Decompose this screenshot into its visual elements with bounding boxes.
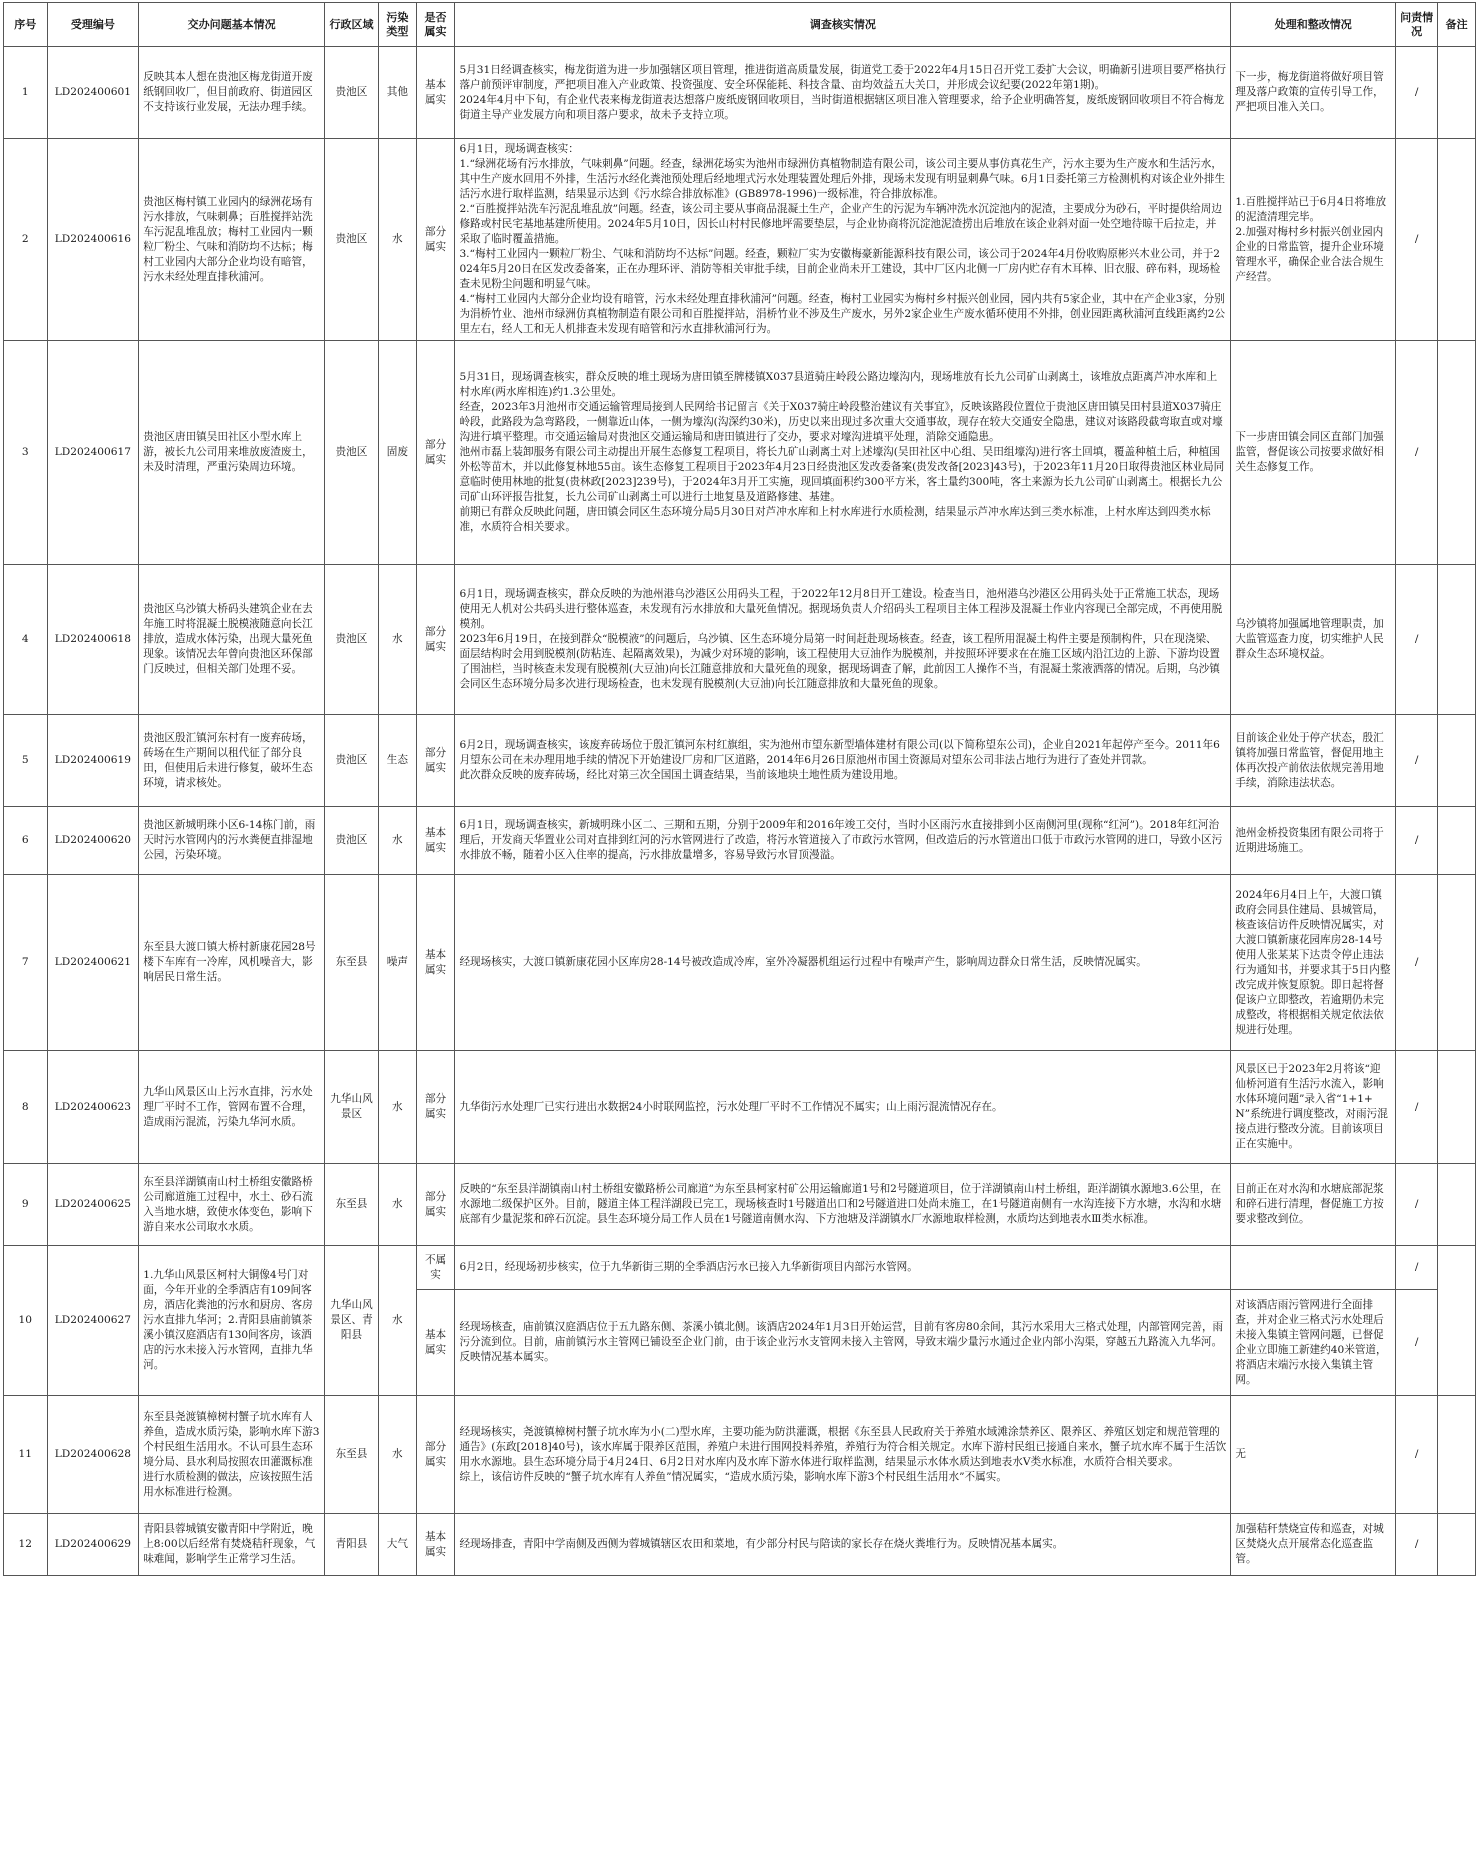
row-id: LD202400625 [47, 1164, 139, 1246]
row-id: LD202400618 [47, 565, 139, 715]
investigation-paragraph: 2023年6月19日，在接到群众“脱模液”的问题后，乌沙镇、区生态环境分局第一时间赶赴现场核查。经查，该工程所用混凝土构件主要是预制构件，只在现浇梁、面层结构时会用到脱模剂(防粘连、起隔离效果)，为减少对环境的影响，该工程使用大豆油作为脱模剂，并按照环评要求在在施工区域内沿江边的上游、下游均设置了围油栏，当时核查未发现有脱模剂(大豆油)向长江随意排放和大量死鱼的现象，据现场调查了解，此前因工人操作不当，有混凝土浆液洒落的情况。后期，乌沙镇会同区生态环境分局多次进行现场检查，也未发现有脱模剂(大豆油)向长江随意排放和大量死鱼的现象。 [459, 633, 1220, 690]
investigation-paragraph: 池州市磊上装卸服务有限公司主动提出开展生态修复工程项目，将长九矿山剥离土对上述壕沟(吴田社区中心组、吴田组壕沟)进行客土回填，覆盖种植土后，种植国外松等苗木，并以此修复林地55亩。该生态修复工程项目于2023年4月23日经贵池区发改委备案(贵发改备[2023]43号)，于2023年11月20日取得贵池区林业局同意临时使用林地的批复(贵林政[2023]239号)，于2024年3月开工实施，现回填面积约300平方米，客土量约300吨，客土来源为长九公司矿山剥离土。根据长九公司矿山环评报告批复，长九公司矿山剥离土可以进行土地复垦及道路修建、基建。 [459, 446, 1225, 503]
table-row [4, 1246, 1476, 1290]
row-accountability: / [1396, 341, 1438, 565]
row-verdict: 基本属实 [416, 1514, 455, 1576]
row-investigation [455, 1396, 1231, 1514]
header-handling: 处理和整改情况 [1231, 3, 1396, 47]
table-row [4, 1514, 1476, 1576]
investigation-paragraph: 5月31日，现场调查核实，群众反映的堆土现场为唐田镇至牌楼镇X037县道骑庄岭段公路边壕沟内，现场堆放有长九公司矿山剥离土，该堆放点距离芦冲水库和上村水库(两水库相连)约1.3公里处。 [459, 371, 1218, 398]
row-type: 其他 [379, 47, 417, 139]
row-type: 水 [379, 139, 417, 341]
row-no: 3 [4, 341, 48, 565]
row-id: LD202400623 [47, 1051, 139, 1164]
row-investigation [455, 47, 1231, 139]
row-note [1438, 341, 1476, 565]
row-type: 水 [379, 565, 417, 715]
row-note [1438, 1514, 1476, 1576]
investigation-paragraph: 6月1日，现场调查核实，新城明珠小区二、三期和五期，分别于2009年和2016年竣工交付，当时小区雨污水直接排到小区南侧河里(现称“红河”)。2018年红河治理后，开发商天华置业公司对直排到红河的污水管网进行了改造，将污水管道接入了市政污水管网，但改造后的污水管道出口低于市政污水管网的进口，导致小区污水排放不畅，随着小区入住率的提高，污水排放量增多，容易导致污水冒顶漫溢。 [459, 819, 1223, 861]
row-id: LD202400628 [47, 1396, 139, 1514]
investigation-paragraph: 经现场核实，尧渡镇樟树村蟹子坑水库为小(二)型水库，主要功能为防洪灌溉，根据《东至县人民政府关于养殖水域滩涂禁养区、限养区、养殖区划定和规范管理的通告》(东政[2018]40号)，该水库属于限养区范围，养殖户未进行围网投料养殖，养殖行为符合相关规定。水库下游村民组已接通自来水，蟹子坑水库不属于生活饮用水水源地。县生态环境分局于4月24日、6月2日对水库内及水库下游水体进行取样监测，结果显示水体水质达到地表水Ⅴ类水标准，水质符合相关要求。 [459, 1425, 1227, 1468]
row-handling: 1.百胜搅拌站已于6月4日将堆放的泥渣清理完毕。 2.加强对梅村乡村振兴创业园内企业的日常监管，提升企业环境管理水平，确保企业合法合规生产经营。 [1231, 139, 1396, 341]
row-investigation: 6月2日，经现场初步核实，位于九华新街三期的全季酒店污水已接入九华新街项目内部污水管网。 [455, 1246, 1231, 1290]
row-note [1438, 1396, 1476, 1514]
row-region: 贵池区 [324, 715, 378, 807]
row-note [1438, 47, 1476, 139]
table-row [4, 1396, 1476, 1514]
row-problem: 贵池区梅村镇工业园内的绿洲花场有污水排放，气味刺鼻；百胜搅拌站洗车污泥乱堆乱放；梅村工业园内一颗粒厂粉尘、气味和消防均不达标；梅村工业园内大部分企业均设有暗管，污水未经处理直排秋浦河。 [139, 139, 325, 341]
investigation-paragraph: 2024年4月中下旬，有企业代表来梅龙街道表达想落户废纸废钢回收项目，当时街道根据辖区项目准入管理要求，给予企业明确答复，废纸废钢回收项目不符合梅龙街道主导产业发展方向和项目落户要求，故未予支持立项。 [459, 93, 1225, 121]
header-id: 受理编号 [47, 3, 139, 47]
row-region: 东至县 [324, 1164, 378, 1246]
row-problem: 贵池区乌沙镇大桥码头建筑企业在去年施工时将混凝土脱模液随意向长江排放，造成水体污染，出现大量死鱼现象。该情况去年曾向贵池区环保部门反映过，但相关部门处理不妥。 [139, 565, 325, 715]
table-row [4, 875, 1476, 1051]
row-verdict: 部分属实 [416, 565, 455, 715]
row-problem: 1.九华山风景区柯村大铜像4号门对面，今年开业的全季酒店有109间客房，酒店化粪池的污水和厨房、客房污水直排九华河；2.青阳县庙前镇茶溪小镇汉庭酒店有130间客房，该酒店的污水未接入污水管网，直排九华河。 [139, 1246, 325, 1396]
investigation-paragraph: 综上，该信访件反映的“蟹子坑水库有人养鱼”情况属实，“造成水质污染，影响水库下游3个村民组生活用水”不属实。 [459, 1470, 1007, 1483]
table-row [4, 565, 1476, 715]
investigation-paragraph: 经现场排查，青阳中学南侧及西侧为蓉城镇辖区农田和菜地，有少部分村民与陪读的家长存在烧火粪堆行为。反映情况基本属实。 [459, 1538, 1064, 1550]
row-problem: 贵池区殷汇镇河东村有一废弃砖场，砖场在生产期间以租代征了部分良田，但使用后未进行修复，破坏生态环境，请求核处。 [139, 715, 325, 807]
table-row [4, 47, 1476, 139]
row-accountability: / [1396, 1290, 1438, 1396]
row-problem: 贵池区唐田镇吴田社区小型水库上游，被长九公司用来堆放废渣废土，未及时清理，严重污染周边环境。 [139, 341, 325, 565]
investigation-paragraph: 此次群众反映的废弃砖场，经比对第三次全国国土调查结果，当前该地块土地性质为建设用地。 [459, 769, 905, 781]
row-no: 6 [4, 807, 48, 875]
investigation-paragraph: 前期已有群众反映此问题，唐田镇会同区生态环境分局5月30日对芦冲水库和上村水库进行水质检测，结果显示芦冲水库达到三类水标准，上村水库达到四类水标准，水质符合相关要求。 [459, 506, 1211, 533]
row-region: 贵池区 [324, 807, 378, 875]
investigation-paragraph: 6月2日，现场调查核实，该废弃砖场位于殷汇镇河东村红旗组，实为池州市望东新型墙体建材有限公司(以下简称望东公司)，企业自2021年起停产至今。2011年6月望东公司在未办理用地手续的情况下开始建设厂房和厂区道路，2014年6月26日原池州市国土资源局对望东公司非法占地行为进行了查处并罚款。 [459, 739, 1220, 766]
table-header-row [4, 3, 1476, 47]
row-investigation: 经现场核查，庙前镇汉庭酒店位于五九路东侧、茶溪小镇北侧。该酒店2024年1月3日开始运营，目前有客房80余间，其污水采用大三格式处理，内部管网完善，雨污分流到位。目前，庙前镇污水主管网已铺设至企业门前，由于该企业污水支管网未接入主管网，导致末端少量污水通过企业内部小沟渠，穿越五九路流入九华河。反映情况基本属实。 [455, 1290, 1231, 1396]
row-no: 5 [4, 715, 48, 807]
row-verdict: 部分属实 [416, 139, 455, 341]
row-note [1438, 139, 1476, 341]
table-row [4, 1164, 1476, 1246]
row-verdict: 部分属实 [416, 1164, 455, 1246]
header-accountability: 问责情况 [1396, 3, 1438, 47]
row-accountability: / [1396, 1051, 1438, 1164]
row-problem: 反映其本人想在贵池区梅龙街道开废纸钢回收厂，但目前政府、街道园区不支持该行业发展，无法办理手续。 [139, 47, 325, 139]
row-id: LD202400627 [47, 1246, 139, 1396]
row-id: LD202400621 [47, 875, 139, 1051]
row-region: 贵池区 [324, 341, 378, 565]
row-no: 1 [4, 47, 48, 139]
row-note [1438, 1246, 1476, 1396]
row-handling: 池州金桥投资集团有限公司将于近期进场施工。 [1231, 807, 1396, 875]
row-no: 7 [4, 875, 48, 1051]
row-verdict: 部分属实 [416, 1396, 455, 1514]
row-verdict: 不属实 [416, 1246, 455, 1290]
row-id: LD202400629 [47, 1514, 139, 1576]
row-region: 青阳县 [324, 1514, 378, 1576]
row-region: 贵池区 [324, 47, 378, 139]
row-type: 水 [379, 807, 417, 875]
row-no: 2 [4, 139, 48, 341]
investigation-paragraph: 反映的“东至县洋湖镇南山村土桥组安徽路桥公司廊道”为东至县柯家村矿公用运输廊道1号和2号隧道项目，位于洋湖镇南山村土桥组，距洋湖镇水源地3.6公里，在水源地二级保护区外。目前，隧道主体工程洋湖段已完工，现场核查时1号隧道出口和2号隧道进口处尚未施工，在1号隧道南侧有一水沟连接下方水塘，水沟和水塘底部有少量泥浆和碎石沉淀。县生态环境分局工作人员在1号隧道南侧水沟、下方池塘及洋湖镇水厂水源地取样检测，水质均达到地表水Ⅲ类水标准。 [459, 1183, 1222, 1225]
row-investigation [455, 807, 1231, 875]
row-no: 9 [4, 1164, 48, 1246]
header-type: 污染类型 [379, 3, 417, 47]
investigation-paragraph: 2.“百胜搅拌站洗车污泥乱堆乱放”问题。经查，该公司主要从事商品混凝土生产，企业产生的污泥为车辆冲洗水沉淀池内的泥渣，主要成分为砂石，平时提供给周边修路或村民宅基地基建所使用。2024年5月10日，因长山村村民修地坪需要垫层，与企业协商将沉淀池泥渣捞出后堆放在该企业斜对面一处空地待晾干后拉走，并采取了临时覆盖措施。 [459, 203, 1222, 245]
investigation-paragraph: 1.“绿洲花场有污水排放，气味刺鼻”问题。经查，绿洲花场实为池州市绿洲仿真植物制造有限公司，该公司主要从事仿真花生产，污水主要为生产废水和生活污水，其中生产废水回用不外排，生活污水经化粪池预处理后经地埋式污水处理装置处理后外排，现场未发现有明显刺鼻气味。6月1日委托第三方检测机构对该企业外排生活污水进行取样监测，结果显示达到《污水综合排放标准》(GB8978-1996)一级标准，符合排放标准。 [459, 158, 1226, 200]
row-investigation [455, 341, 1231, 565]
row-investigation [455, 1051, 1231, 1164]
row-verdict: 部分属实 [416, 341, 455, 565]
row-problem: 东至县尧渡镇樟树村蟹子坑水库有人养鱼，造成水质污染，影响水库下游3个村民组生活用水。不认可县生态环境分局、县水利局按照农田灌溉标准进行水质检测的做法，应该按照生活用水标准进行检测。 [139, 1396, 325, 1514]
header-region: 行政区域 [324, 3, 378, 47]
row-type: 固废 [379, 341, 417, 565]
petition-table [3, 2, 1476, 1576]
row-type: 噪声 [379, 875, 417, 1051]
row-id: LD202400616 [47, 139, 139, 341]
row-note [1438, 1164, 1476, 1246]
investigation-paragraph: 经现场核实，大渡口镇新康花园小区库房28-14号被改造成冷库，室外冷凝器机组运行过程中有噪声产生，影响周边群众日常生活，反映情况属实。 [459, 956, 1147, 968]
row-no: 11 [4, 1396, 48, 1514]
header-note: 备注 [1438, 3, 1476, 47]
table-row [4, 341, 1476, 565]
row-accountability: / [1396, 875, 1438, 1051]
row-verdict: 基本属实 [416, 875, 455, 1051]
row-region: 九华山风景区 [324, 1051, 378, 1164]
row-note [1438, 875, 1476, 1051]
table-row [4, 139, 1476, 341]
row-id: LD202400620 [47, 807, 139, 875]
row-handling: 无 [1231, 1396, 1396, 1514]
row-region: 东至县 [324, 875, 378, 1051]
row-accountability: / [1396, 715, 1438, 807]
row-accountability: / [1396, 139, 1438, 341]
row-note [1438, 715, 1476, 807]
row-verdict: 基本属实 [416, 1290, 455, 1396]
row-type: 水 [379, 1396, 417, 1514]
header-investigation: 调查核实情况 [455, 3, 1231, 47]
row-note [1438, 1051, 1476, 1164]
investigation-paragraph: 经查，2023年3月池州市交通运输管理局接到人民网给书记留言《关于X037骑庄岭段整治建议有关事宜》，反映该路段位置位于贵池区唐田镇吴田村县道X037骑庄岭段，此路段为急弯路段，一侧靠近山体，一侧为壕沟(沟深约30米)，历史以来出现过多次重大交通事故，现存在较大交通安全隐患，建议对该路段截弯取直或对壕沟进行填平整理。市交通运输局对贵池区交通运输局和唐田镇进行了交办，要求对壕沟进填平处理，消除交通隐患。 [459, 401, 1223, 443]
row-accountability: / [1396, 565, 1438, 715]
row-accountability: / [1396, 47, 1438, 139]
row-handling: 下一步，梅龙街道将做好项目管理及落户政策的宣传引导工作，严把项目准入关口。 [1231, 47, 1396, 139]
row-type: 生态 [379, 715, 417, 807]
row-type: 水 [379, 1051, 417, 1164]
row-no: 12 [4, 1514, 48, 1576]
row-handling [1231, 1246, 1396, 1290]
row-verdict: 基本属实 [416, 807, 455, 875]
row-verdict: 基本属实 [416, 47, 455, 139]
row-region: 九华山风景区、青阳县 [324, 1246, 378, 1396]
row-handling: 乌沙镇将加强属地管理职责，加大监管巡查力度，切实维护人民群众生态环境权益。 [1231, 565, 1396, 715]
row-investigation [455, 1514, 1231, 1576]
row-type: 水 [379, 1246, 417, 1396]
investigation-paragraph: 九华街污水处理厂已实行进出水数据24小时联网监控，污水处理厂平时不工作情况不属实；山上雨污混流情况存在。 [459, 1100, 1003, 1113]
row-accountability: / [1396, 1246, 1438, 1290]
row-note [1438, 565, 1476, 715]
row-investigation [455, 1164, 1231, 1246]
row-handling: 加强秸秆禁烧宣传和巡查，对城区焚烧火点开展常态化巡查监管。 [1231, 1514, 1396, 1576]
row-handling: 2024年6月4日上午，大渡口镇政府会同县住建局、县城管局，核查该信访件反映情况属实，对大渡口镇新康花园库房28-14号使用人张某某下达责令停止违法行为通知书，并要求其于5日内整改完成并恢复原貌。即日起将督促该户立即整改，若逾期仍未完成整改，将根据相关规定依法依规进行处理。 [1231, 875, 1396, 1051]
row-problem: 九华山风景区山上污水直排，污水处理厂平时不工作，管网布置不合理，造成雨污混流，污染九华河水质。 [139, 1051, 325, 1164]
table-row [4, 1051, 1476, 1164]
row-id: LD202400619 [47, 715, 139, 807]
row-no: 8 [4, 1051, 48, 1164]
row-handling: 目前正在对水沟和水塘底部泥浆和碎石进行清理，督促施工方按要求整改到位。 [1231, 1164, 1396, 1246]
row-type: 水 [379, 1164, 417, 1246]
row-handling: 风景区已于2023年2月将该“迎仙桥河道有生活污水流入，影响水体环境问题”录入省“1+1+N”系统进行调度整改，对雨污混接点进行整改分流。目前该项目正在实施中。 [1231, 1051, 1396, 1164]
row-no: 10 [4, 1246, 48, 1396]
table-row [4, 807, 1476, 875]
row-investigation [455, 139, 1231, 341]
row-type: 大气 [379, 1514, 417, 1576]
investigation-paragraph: 6月1日，现场调查核实： [459, 143, 579, 155]
row-investigation [455, 565, 1231, 715]
row-accountability: / [1396, 1164, 1438, 1246]
row-investigation [455, 715, 1231, 807]
row-investigation [455, 875, 1231, 1051]
row-problem: 青阳县蓉城镇安徽青阳中学附近，晚上8:00以后经常有焚烧秸秆现象，气味难闻，影响学生正常学习生活。 [139, 1514, 325, 1576]
row-accountability: / [1396, 1396, 1438, 1514]
row-verdict: 部分属实 [416, 1051, 455, 1164]
row-accountability: / [1396, 1514, 1438, 1576]
row-accountability: / [1396, 807, 1438, 875]
row-region: 东至县 [324, 1396, 378, 1514]
header-problem: 交办问题基本情况 [139, 3, 325, 47]
row-id: LD202400617 [47, 341, 139, 565]
row-region: 贵池区 [324, 565, 378, 715]
row-problem: 贵池区新城明珠小区6-14栋门前，雨天时污水管网内的污水粪便直排湿地公园，污染环境。 [139, 807, 325, 875]
header-verdict: 是否属实 [416, 3, 455, 47]
investigation-paragraph: 6月1日，现场调查核实，群众反映的为池州港乌沙港区公用码头工程，于2022年12月8日开工建设。检查当日，池州港乌沙港区公用码头处于正常施工状态，现场使用无人机对公共码头进行整体巡查，未发现有污水排放和大量死鱼情况。据现场负责人介绍码头工程项目主体工程涉及混凝土作业内容现已全部完成，不再使用脱模剂。 [459, 588, 1223, 630]
header-no: 序号 [4, 3, 48, 47]
row-handling: 对该酒店雨污管网进行全面排查，并对企业三格式污水处理后未接入集镇主管网问题，已督促企业立即施工新建约40米管道，将酒店末端污水接入集镇主管网。 [1231, 1290, 1396, 1396]
row-problem: 东至县大渡口镇大桥村新康花园28号楼下车库有一冷库，风机噪音大，影响居民日常生活。 [139, 875, 325, 1051]
row-region: 贵池区 [324, 139, 378, 341]
investigation-paragraph: 4.“梅村工业园内大部分企业均设有暗管，污水未经处理直排秋浦河”问题。经查，梅村工业园实为梅村乡村振兴创业园，园内共有5家企业，其中在产企业3家，分别为涓桥竹业、池州市绿洲仿真植物制造有限公司和百胜搅拌站，涓桥竹业不涉及生产废水，另外2家企业生产废水循环使用不外排，创业园距离秋浦河直线距离约2公里左右，经人工和无人机排查未发现有暗管和污水直排秋浦河行为。 [459, 293, 1226, 335]
row-problem: 东至县洋湖镇南山村土桥组安徽路桥公司廊道施工过程中，水土、砂石流入当地水塘，致使水体变色，影响下游自来水公司取水水质。 [139, 1164, 325, 1246]
row-id: LD202400601 [47, 47, 139, 139]
row-no: 4 [4, 565, 48, 715]
row-verdict: 部分属实 [416, 715, 455, 807]
investigation-paragraph: 3.“梅村工业园内一颗粒厂粉尘、气味和消防均不达标”问题。经查，颗粒厂实为安徽梅豪新能源科技有限公司，该公司于2024年4月份收购原彬兴木业公司，并于2024年5月20日在区发改委备案，正在办理环评、消防等相关审批手续，目前企业尚未开工建设，其中厂区内北侧一厂房内贮存有木耳棒、旧衣服、碎布料，现场检查未见粉尘问题和明显气味。 [459, 248, 1221, 290]
investigation-paragraph: 5月31日经调查核实，梅龙街道为进一步加强辖区项目管理，推进街道高质量发展，街道党工委于2022年4月15日召开党工委扩大会议，明确新引进项目要严格执行落户前预评审制度，严把项目准入产业政策、投资强度、安全环保能耗、科技含量、亩均效益五大关口，并形成会议纪要(2022年第1期)。 [459, 63, 1227, 91]
row-handling: 下一步唐田镇会同区直部门加强监管，督促该公司按要求做好相关生态修复工作。 [1231, 341, 1396, 565]
table-row [4, 715, 1476, 807]
row-note [1438, 807, 1476, 875]
row-handling: 目前该企业处于停产状态，殷汇镇将加强日常监管，督促用地主体再次投产前依法依规完善用地手续，消除违法状态。 [1231, 715, 1396, 807]
